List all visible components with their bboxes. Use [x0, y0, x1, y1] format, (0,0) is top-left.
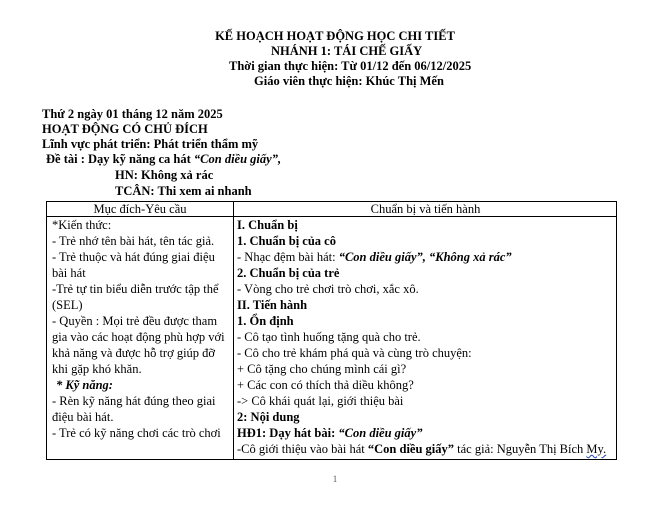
- objectives-line: - Trẻ có kỹ năng chơi các trò chơi: [52, 426, 221, 440]
- procedure-line: - Cô cho trẻ khám phá quà và cùng trò chuyện:: [237, 346, 472, 360]
- child-preparation: 2. Chuẩn bị của trẻ: [237, 266, 340, 280]
- procedure-line: - Vòng cho trẻ chơi trò chơi, xắc xô.: [237, 282, 419, 296]
- objectives-line: - Trẻ thuộc và hát đúng giai điệu: [52, 250, 215, 264]
- time-period: Thời gian thực hiện: Từ 01/12 đến 06/12/2025: [229, 59, 472, 73]
- music-songs: “Con diều giấy”, “Không xả rác”: [338, 250, 512, 264]
- activity-type: HOẠT ĐỘNG CÓ CHỦ ĐÍCH: [42, 122, 208, 136]
- intro-prefix: -Cô giới thiệu vào bài hát: [237, 442, 368, 456]
- step-content: 2: Nội dung: [237, 410, 300, 424]
- teacher-name: Giáo viên thực hiện: Khúc Thị Mến: [254, 74, 444, 88]
- procedure-line: - Cô tạo tình huống tặng quà cho trẻ.: [237, 330, 421, 344]
- music-prefix: - Nhạc đệm bài hát:: [237, 250, 339, 264]
- lesson-topic: [46, 152, 281, 167]
- procedure-line: + Cô tặng cho chúng mình cái gì?: [237, 362, 407, 376]
- objectives-line: khi gặp khó khăn.: [52, 362, 142, 376]
- objectives-line: gia vào các hoạt động phù hợp với: [52, 330, 225, 344]
- objectives-line: -Trẻ tự tin biểu diễn trước tập thể: [52, 282, 219, 296]
- section-procedure: II. Tiến hành: [237, 298, 308, 312]
- intro-author: tác giả: Nguyễn Thị Bích: [454, 442, 587, 456]
- author-last-name: My.: [586, 442, 607, 456]
- lesson-plan-table: [46, 201, 617, 460]
- step-stabilize: 1. Ổn định: [237, 314, 294, 328]
- activity-one-label: HĐ1: Dạy hát bài:: [237, 426, 339, 440]
- objectives-line: - Trẻ nhớ tên bài hát, tên tác giả.: [52, 234, 215, 248]
- section-preparation: I. Chuẩn bị: [237, 218, 298, 232]
- procedure-line: [237, 250, 512, 265]
- activity-one-song: “Con diều giấy”: [338, 426, 423, 440]
- objectives-line: - Rèn kỹ năng hát đúng theo giai: [52, 394, 216, 408]
- integration-hn: HN: Không xả rác: [115, 168, 214, 182]
- skills-heading: * Kỹ năng:: [56, 378, 113, 392]
- objectives-line: khả năng và được hỗ trợ giúp đỡ: [52, 346, 216, 360]
- teacher-preparation: 1. Chuẩn bị của cô: [237, 234, 336, 248]
- branch-title: NHÁNH 1: TÁI CHẾ GIẤY: [271, 44, 423, 58]
- topic-prefix: Đề tài : Dạy kỹ năng ca hát: [46, 152, 194, 166]
- header-objectives: Mục đích-Yêu cầu: [93, 202, 187, 216]
- lesson-date: Thứ 2 ngày 01 tháng 12 năm 2025: [42, 107, 223, 121]
- activity-one: [237, 426, 422, 441]
- objectives-line: điệu bài hát.: [52, 410, 114, 424]
- development-field: Lĩnh vực phát triển: Phát triển thẩm mỹ: [42, 137, 259, 151]
- objectives-line: - Quyền : Mọi trẻ đều được tham: [52, 314, 218, 328]
- procedure-line: -> Cô khái quát lại, giới thiệu bài: [237, 394, 404, 408]
- objectives-line: *Kiến thức:: [52, 218, 112, 232]
- document-title: KẾ HOẠCH HOẠT ĐỘNG HỌC CHI TIẾT: [215, 29, 455, 43]
- header-procedure: Chuẩn bị và tiến hành: [370, 202, 481, 216]
- procedure-line: [237, 442, 606, 457]
- column-divider: [233, 202, 234, 459]
- procedure-line: + Các con có thích thả diều không?: [237, 378, 414, 392]
- topic-song: “Con diều giấy”,: [193, 152, 282, 166]
- objectives-line: bài hát: [52, 266, 86, 280]
- intro-song: “Con diều giấy”: [367, 442, 455, 456]
- objectives-line: (SEL): [52, 298, 83, 312]
- page-number: 1: [332, 474, 338, 484]
- integration-tcan: TCÂN: Thi xem ai nhanh: [115, 184, 252, 198]
